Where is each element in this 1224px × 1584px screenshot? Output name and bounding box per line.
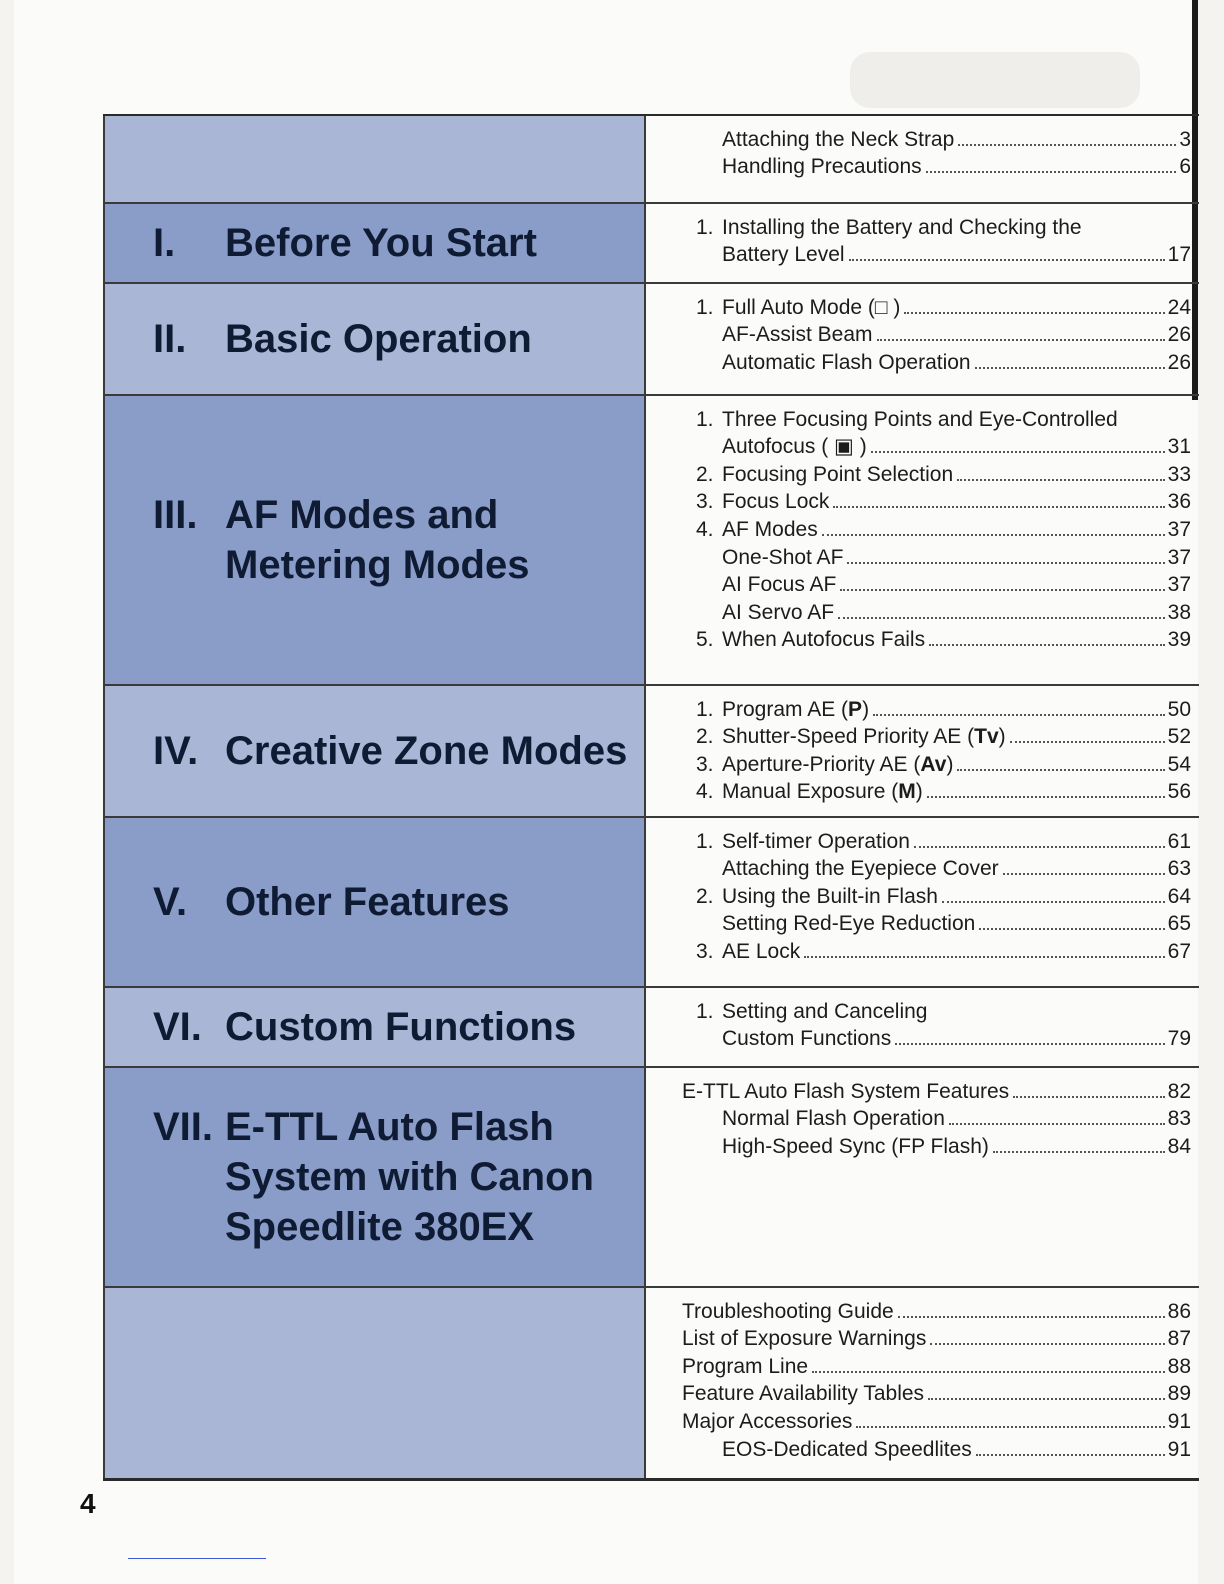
toc-entry[interactable] — [646, 212, 1191, 240]
toc-entry[interactable] — [646, 1104, 1191, 1132]
section-title: Other Features — [225, 880, 510, 924]
section-numeral: VII. — [153, 1105, 214, 1149]
section-heading-cell — [103, 988, 646, 1066]
page-number: 4 — [80, 1488, 96, 1519]
entry-page: 91 — [1167, 1437, 1191, 1461]
entry-text: One-Shot AF — [722, 545, 844, 569]
entry-text: Feature Availability Tables — [682, 1382, 925, 1406]
toc-entry[interactable] — [646, 459, 1191, 487]
entry-text: Aperture-Priority AE (Av) — [722, 752, 954, 776]
section-numeral: IV. — [153, 729, 199, 773]
entry-page: 6 — [1179, 155, 1191, 179]
dot-leader — [927, 796, 1165, 798]
dot-leader — [812, 1371, 1165, 1373]
dot-leader — [993, 1151, 1165, 1153]
entry-page: 37 — [1167, 545, 1191, 569]
entry-page: 61 — [1167, 829, 1191, 853]
entry-page: 65 — [1167, 912, 1191, 936]
section-entries — [646, 686, 1199, 816]
entry-number: 3. — [696, 939, 714, 963]
toc-section-row — [103, 1068, 1199, 1288]
toc-section-row — [103, 284, 1199, 396]
toc-entry[interactable] — [646, 881, 1191, 909]
toc-entry[interactable] — [646, 1434, 1191, 1462]
toc-entry[interactable] — [646, 292, 1191, 320]
entry-page: 88 — [1167, 1354, 1191, 1378]
entry-page: 26 — [1167, 350, 1191, 374]
toc-entry[interactable] — [646, 909, 1191, 937]
entry-text: Shutter-Speed Priority AE (Tv) — [722, 725, 1006, 749]
dot-leader — [849, 259, 1165, 261]
toc-entry[interactable] — [646, 694, 1191, 722]
entry-number: 3. — [696, 752, 714, 776]
section-numeral: VI. — [153, 1005, 202, 1049]
entry-text: Program AE (P) — [722, 697, 870, 721]
toc-section-row — [103, 988, 1199, 1068]
toc-entry[interactable] — [646, 320, 1191, 348]
toc-entry[interactable] — [646, 749, 1191, 777]
toc-entry[interactable] — [646, 1379, 1191, 1407]
dot-leader — [926, 171, 1177, 173]
footer-link-line — [128, 1558, 266, 1559]
entry-number: 4. — [696, 780, 714, 804]
faded-tab-shape — [850, 52, 1140, 108]
toc-section-row — [103, 1288, 1199, 1478]
entry-text: Setting and Canceling — [722, 999, 928, 1023]
entry-page: 82 — [1167, 1079, 1191, 1103]
entry-page: 83 — [1167, 1107, 1191, 1131]
entry-page: 26 — [1167, 323, 1191, 347]
section-heading-cell — [103, 818, 646, 986]
entry-page: 86 — [1167, 1299, 1191, 1323]
dot-leader — [904, 312, 1164, 314]
entry-page: 54 — [1167, 752, 1191, 776]
toc-entry[interactable] — [646, 432, 1191, 460]
entry-number: 1. — [696, 295, 714, 319]
section-heading-cell — [103, 204, 646, 282]
toc-entry[interactable] — [646, 1076, 1191, 1104]
toc-section-row — [103, 116, 1199, 204]
entry-page: 84 — [1167, 1134, 1191, 1158]
entry-text: Installing the Battery and Checking the — [722, 215, 1082, 239]
dot-leader — [804, 956, 1164, 958]
entry-text: Focusing Point Selection — [722, 462, 954, 486]
toc-entry[interactable] — [646, 1024, 1191, 1052]
entry-text: Troubleshooting Guide — [682, 1299, 894, 1323]
entry-number: 2. — [696, 884, 714, 908]
entry-text: Handling Precautions — [722, 155, 922, 179]
entry-page: 36 — [1167, 490, 1191, 514]
entry-number: 3. — [696, 490, 714, 514]
entry-text: Normal Flash Operation — [722, 1107, 945, 1131]
toc-entry[interactable] — [646, 1131, 1191, 1159]
entry-page: 31 — [1167, 435, 1191, 459]
entry-text: Program Line — [682, 1354, 809, 1378]
toc-entry[interactable] — [646, 996, 1191, 1024]
dot-leader — [1010, 741, 1165, 743]
section-entries — [646, 204, 1199, 282]
toc-entry[interactable] — [646, 1406, 1191, 1434]
section-numeral: V. — [153, 880, 188, 924]
section-entries — [646, 284, 1199, 394]
toc-entry[interactable] — [646, 347, 1191, 375]
entry-number: 1. — [696, 999, 714, 1023]
entry-text: Autofocus ( ▣ ) — [722, 435, 867, 459]
entry-page: 91 — [1167, 1409, 1191, 1433]
entry-text: List of Exposure Warnings — [682, 1327, 927, 1351]
entry-page: 24 — [1167, 295, 1191, 319]
entry-text: When Autofocus Fails — [722, 628, 926, 652]
section-numeral: I. — [153, 221, 176, 265]
dot-leader — [895, 1043, 1164, 1045]
section-entries — [646, 1068, 1199, 1286]
section-entries — [646, 988, 1199, 1066]
toc-entry[interactable] — [646, 722, 1191, 750]
dot-leader — [833, 506, 1164, 508]
entry-page: 89 — [1167, 1382, 1191, 1406]
entry-page: 67 — [1167, 939, 1191, 963]
entry-page: 79 — [1167, 1027, 1191, 1051]
dot-leader — [822, 534, 1165, 536]
toc-entry[interactable] — [646, 152, 1191, 180]
section-heading-cell — [103, 1068, 646, 1286]
entry-number: 2. — [696, 725, 714, 749]
section-entries — [646, 396, 1199, 684]
entry-text: High-Speed Sync (FP Flash) — [722, 1134, 989, 1158]
entry-text: EOS-Dedicated Speedlites — [722, 1437, 972, 1461]
dot-leader — [871, 451, 1165, 453]
dot-leader — [930, 1343, 1164, 1345]
entry-page: 33 — [1167, 462, 1191, 486]
dot-leader — [914, 846, 1165, 848]
toc-entry[interactable] — [646, 542, 1191, 570]
entry-page: 3 — [1179, 127, 1191, 151]
section-heading-cell — [103, 1288, 646, 1478]
entry-text: Full Auto Mode (□ ) — [722, 295, 901, 319]
entry-page: 37 — [1167, 517, 1191, 541]
entry-page: 63 — [1167, 857, 1191, 881]
entry-number: 2. — [696, 462, 714, 486]
dot-leader — [840, 589, 1164, 591]
toc-entry[interactable] — [646, 514, 1191, 542]
toc-section-row — [103, 818, 1199, 988]
dot-leader — [979, 928, 1164, 930]
dot-leader — [1003, 873, 1165, 875]
section-title: Creative Zone Modes — [225, 729, 628, 773]
section-title: E-TTL Auto Flash System with Canon Speedlite 380EX — [225, 1105, 594, 1249]
entry-text: Major Accessories — [682, 1409, 853, 1433]
entry-number: 4. — [696, 517, 714, 541]
dot-leader — [942, 901, 1165, 903]
entry-text: Custom Functions — [722, 1027, 892, 1051]
dot-leader — [856, 1426, 1164, 1428]
toc-entry[interactable] — [646, 1351, 1191, 1379]
section-heading-cell — [103, 396, 646, 684]
toc-entry[interactable] — [646, 826, 1191, 854]
toc-entry[interactable] — [646, 124, 1191, 152]
dot-leader — [976, 1454, 1165, 1456]
entry-number: 1. — [696, 215, 714, 239]
entry-text: Automatic Flash Operation — [722, 350, 971, 374]
entry-page: 17 — [1167, 243, 1191, 267]
dot-leader — [928, 1398, 1165, 1400]
section-heading-cell — [103, 284, 646, 394]
section-entries — [646, 818, 1199, 986]
toc-entry[interactable] — [646, 404, 1191, 432]
dot-leader — [1013, 1096, 1164, 1098]
entry-text: AF-Assist Beam — [722, 323, 873, 347]
section-entries — [646, 116, 1199, 202]
section-numeral: II. — [153, 317, 187, 361]
toc-section-row — [103, 204, 1199, 284]
entry-text: AI Focus AF — [722, 573, 837, 597]
dot-leader — [929, 644, 1165, 646]
dot-leader — [873, 714, 1165, 716]
section-entries — [646, 1288, 1199, 1478]
entry-page: 37 — [1167, 573, 1191, 597]
toc-entry[interactable] — [646, 240, 1191, 268]
entry-text: Using the Built-in Flash — [722, 884, 938, 908]
dot-leader — [847, 562, 1164, 564]
entry-page: 38 — [1167, 600, 1191, 624]
dot-leader — [958, 144, 1176, 146]
entry-page: 52 — [1167, 725, 1191, 749]
toc-entry[interactable] — [646, 777, 1191, 805]
entry-text: AI Servo AF — [722, 600, 835, 624]
section-numeral: III. — [153, 493, 198, 537]
toc-entry[interactable] — [646, 936, 1191, 964]
section-title: Custom Functions — [225, 1005, 577, 1049]
dot-leader — [975, 367, 1165, 369]
entry-text: Focus Lock — [722, 490, 830, 514]
entry-page: 87 — [1167, 1327, 1191, 1351]
toc-entry[interactable] — [646, 487, 1191, 515]
dot-leader — [838, 617, 1165, 619]
entry-text: Battery Level — [722, 243, 845, 267]
section-title: Before You Start — [225, 221, 537, 265]
entry-number: 1. — [696, 697, 714, 721]
toc-section-row — [103, 686, 1199, 818]
section-title: AF Modes and Metering Modes — [225, 493, 530, 587]
entry-text: Attaching the Eyepiece Cover — [722, 857, 999, 881]
toc-section-row — [103, 396, 1199, 686]
entry-text: Attaching the Neck Strap — [722, 127, 955, 151]
entry-text: Manual Exposure (M) — [722, 780, 923, 804]
entry-page: 50 — [1167, 697, 1191, 721]
section-heading-cell — [103, 686, 646, 816]
toc-entry[interactable] — [646, 570, 1191, 598]
dot-leader — [877, 339, 1165, 341]
entry-page: 64 — [1167, 884, 1191, 908]
entry-text: Setting Red-Eye Reduction — [722, 912, 976, 936]
toc-entry[interactable] — [646, 854, 1191, 882]
entry-number: 1. — [696, 829, 714, 853]
entry-number: 5. — [696, 628, 714, 652]
toc-entry[interactable] — [646, 1296, 1191, 1324]
entry-text: Three Focusing Points and Eye-Controlled — [722, 407, 1118, 431]
entry-page: 39 — [1167, 628, 1191, 652]
section-title: Basic Operation — [225, 317, 532, 361]
dot-leader — [957, 479, 1165, 481]
entry-text: Self-timer Operation — [722, 829, 910, 853]
dot-leader — [898, 1316, 1165, 1318]
entry-text: AF Modes — [722, 517, 818, 541]
dot-leader — [949, 1123, 1165, 1125]
dot-leader — [957, 769, 1164, 771]
toc-entry[interactable] — [646, 625, 1191, 653]
toc-entry[interactable] — [646, 1324, 1191, 1352]
entry-page: 56 — [1167, 780, 1191, 804]
entry-text: E-TTL Auto Flash System Features — [682, 1079, 1010, 1103]
table-of-contents — [103, 114, 1199, 1481]
entry-number: 1. — [696, 407, 714, 431]
entry-text: AE Lock — [722, 939, 801, 963]
toc-entry[interactable] — [646, 597, 1191, 625]
section-heading-cell — [103, 116, 646, 202]
